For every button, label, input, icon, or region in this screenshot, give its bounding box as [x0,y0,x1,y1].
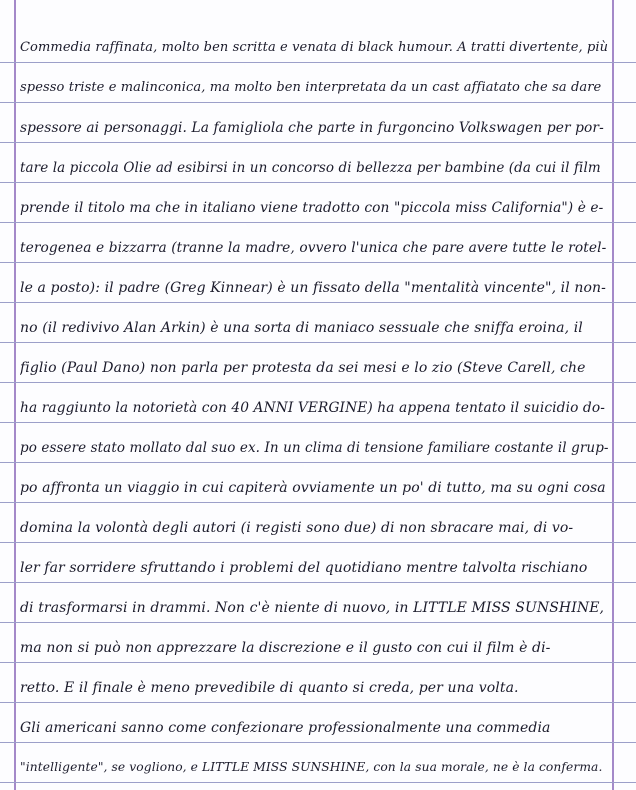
text-line: tare la piccola Olie ad esibirsi in un concorso di bellezza per bambine (da cui il film [20,160,601,176]
text-line: di trasformarsi in drammi. Non c'è niente di nuovo, in LITTLE MISS SUNSHINE, [20,600,605,616]
text-line: ma non si può non apprezzare la discrezione e il gusto con cui il film è di- [20,640,551,656]
ruled-line [0,62,636,63]
text-line: prende il titolo ma che in italiano viene tradotto con "piccola miss California") è e- [20,200,604,216]
text-line: ha raggiunto la notorietà con 40 ANNI VERGINE) ha appena tentato il suicidio do- [20,400,605,416]
ruled-line [0,142,636,143]
right-margin-line [612,0,614,790]
text-line: po affronta un viaggio in cui capiterà ovviamente un po' di tutto, ma su ogni cosa [20,480,606,496]
text-line: "intelligente", se vogliono, e LITTLE MISS SUNSHINE, con la sua morale, ne è la conferma. [20,760,603,774]
ruled-line [0,222,636,223]
ruled-line [0,262,636,263]
text-line: po essere stato mollato dal suo ex. In un clima di tensione familiare costante il grup- [20,440,609,456]
text-line: spesso triste e malinconica, ma molto ben interpretata da un cast affiatato che sa dare [20,80,602,95]
ruled-line [0,662,636,663]
ruled-line [0,382,636,383]
text-line: no (il redivivo Alan Arkin) è una sorta di maniaco sessuale che sniffa eroina, il [20,320,583,336]
ruled-line [0,102,636,103]
text-line: Gli americani sanno come confezionare professionalmente una commedia [20,720,551,736]
text-line: terogenea e bizzarra (tranne la madre, ovvero l'unica che pare avere tutte le rotel- [20,240,607,256]
ruled-line [0,782,636,783]
text-line: figlio (Paul Dano) non parla per protesta da sei mesi e lo zio (Steve Carell, che [20,360,586,376]
ruled-line [0,462,636,463]
text-line: retto. E il finale è meno prevedibile di quanto si creda, per una volta. [20,680,519,696]
ruled-line [0,742,636,743]
text-line: domina la volontà degli autori (i registi sono due) di non sbracare mai, di vo- [20,520,574,536]
text-line: spessore ai personaggi. La famigliola che parte in furgoncino Volkswagen per por- [20,120,604,136]
ruled-line [0,622,636,623]
text-line: ler far sorridere sfruttando i problemi del quotidiano mentre talvolta rischiano [20,560,588,576]
ruled-line [0,422,636,423]
ruled-line [0,542,636,543]
ruled-line [0,342,636,343]
ruled-line [0,582,636,583]
ruled-line [0,702,636,703]
left-margin-line [14,0,16,790]
text-line: le a posto): il padre (Greg Kinnear) è un fissato della "mentalità vincente", il non- [20,280,606,296]
text-line: Commedia raffinata, molto ben scritta e venata di black humour. A tratti divertente, più [20,40,609,55]
ruled-line [0,502,636,503]
ruled-line [0,302,636,303]
ruled-line [0,182,636,183]
